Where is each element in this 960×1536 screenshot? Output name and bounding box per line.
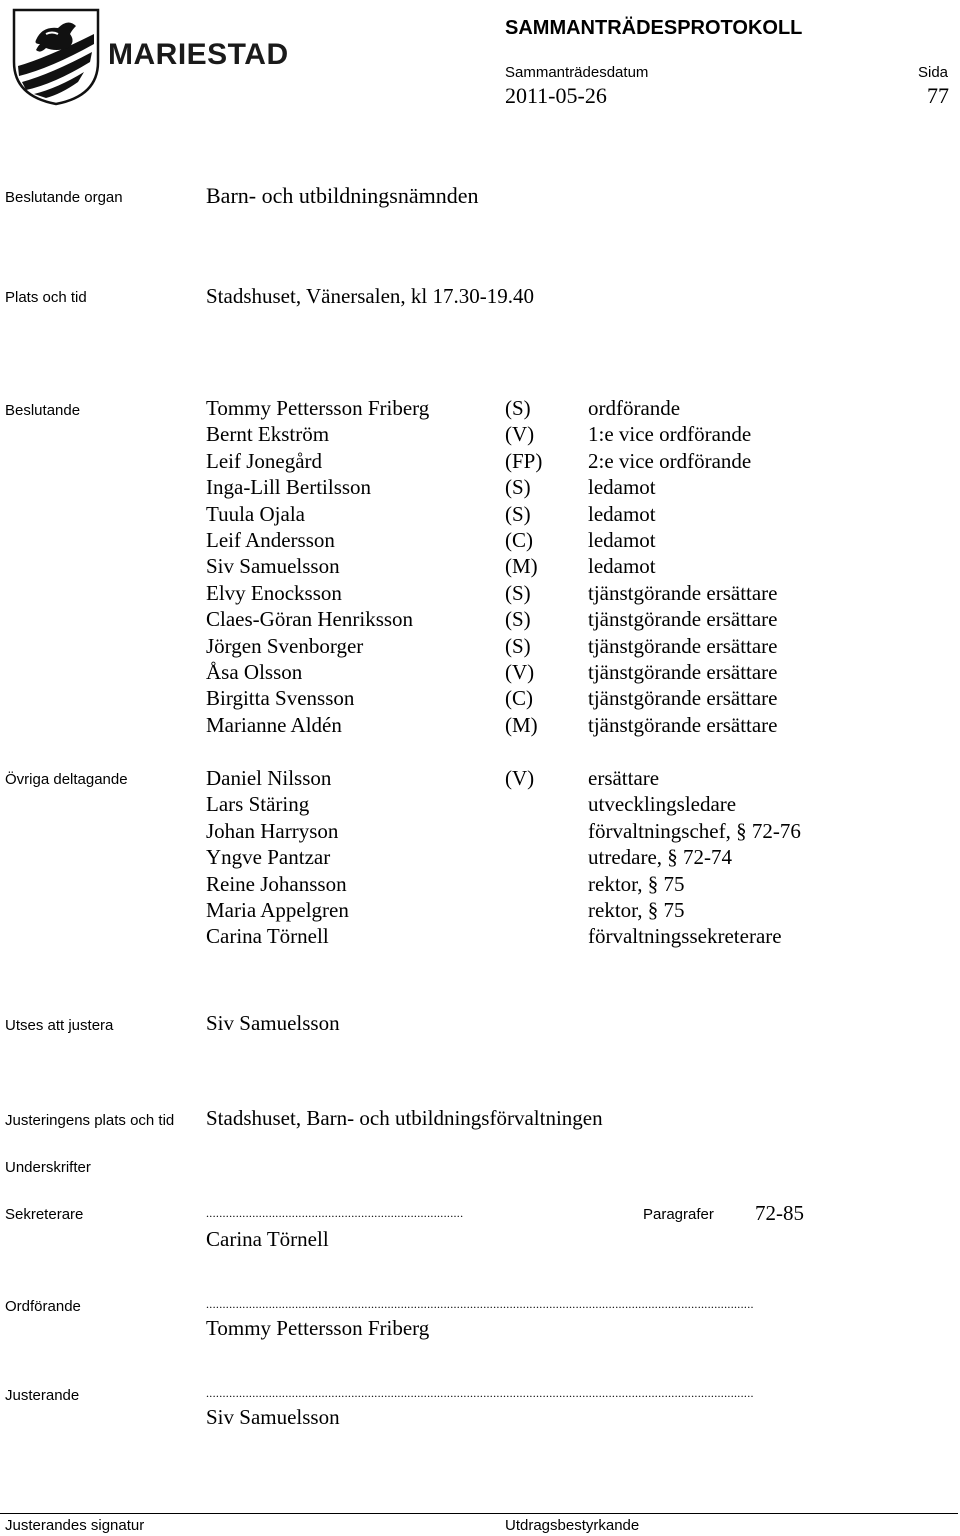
member-role: tjänstgörande ersättare (588, 660, 778, 684)
member-name: Elvy Enocksson (206, 580, 342, 605)
member-party: (V) (505, 422, 535, 447)
list-item (0, 396, 960, 422)
list-item (0, 845, 960, 871)
member-role: ordförande (588, 396, 681, 420)
member-role: tjänstgörande ersättare (588, 580, 778, 605)
page-label: Sida (918, 64, 949, 81)
member-name: Tommy Pettersson Friberg (206, 396, 430, 420)
list-item (0, 924, 960, 950)
list-item (0, 660, 960, 686)
member-role: utvecklingsledare (588, 792, 737, 817)
member-role: ledamot (588, 475, 656, 500)
member-role: förvaltningssekreterare (588, 924, 782, 949)
member-party: (V) (505, 766, 535, 790)
member-party: (S) (505, 396, 531, 420)
paragraphs-label: Paragrafer (643, 1206, 714, 1223)
member-party: (FP) (505, 448, 543, 473)
member-role: ledamot (588, 528, 656, 552)
member-name: Johan Harryson (206, 818, 339, 843)
footer-right-label: Utdragsbestyrkande (505, 1517, 640, 1534)
chair-signature-line: ...................................................................................................................................................................... (206, 1297, 754, 1311)
member-role: ledamot (588, 554, 656, 579)
member-name: Birgitta Svensson (206, 686, 355, 711)
list-item (0, 819, 960, 845)
meeting-date-label: Sammanträdesdatum (505, 64, 649, 81)
member-name: Bernt Ekström (206, 422, 330, 447)
chair-name: Tommy Pettersson Friberg (206, 1316, 430, 1340)
chair-label: Ordförande (5, 1298, 81, 1315)
member-name: Tuula Ojala (206, 501, 305, 526)
member-role: tjänstgörande ersättare (588, 607, 778, 632)
list-item (0, 792, 960, 818)
adjuster-sign-label: Justerande (5, 1387, 80, 1404)
member-name: Carina Törnell (206, 924, 329, 949)
member-name: Claes-Göran Henriksson (206, 607, 414, 632)
list-item (0, 766, 960, 792)
adjuster-signature-line: ...................................................................................................................................................................... (206, 1386, 754, 1400)
member-name: Jörgen Svenborger (206, 633, 364, 658)
member-party: (S) (505, 501, 531, 526)
others-label: Övriga deltagande (5, 771, 128, 788)
member-name: Åsa Olsson (206, 660, 303, 684)
member-name: Reine Johansson (206, 871, 347, 896)
member-name: Yngve Pantzar (206, 845, 331, 870)
member-party: (C) (505, 528, 533, 552)
member-role: rektor, § 75 (588, 871, 685, 896)
member-name: Inga-Lill Bertilsson (206, 475, 372, 500)
list-item (0, 422, 960, 448)
member-role: tjänstgörande ersättare (588, 633, 778, 658)
list-item (0, 449, 960, 475)
list-item (0, 634, 960, 660)
member-role: tjänstgörande ersättare (588, 686, 778, 711)
member-role: ersättare (588, 766, 660, 790)
place-label: Plats och tid (5, 289, 87, 306)
paragraphs-value: 72-85 (755, 1201, 804, 1225)
adjust-place-label: Justeringens plats och tid (5, 1112, 175, 1129)
list-item (0, 686, 960, 712)
member-party: (S) (505, 607, 531, 632)
list-item (0, 581, 960, 607)
signatures-label: Underskrifter (5, 1159, 91, 1176)
member-name: Leif Jonegård (206, 448, 323, 473)
deciding-label: Beslutande (5, 402, 81, 419)
list-item (0, 607, 960, 633)
member-name: Leif Andersson (206, 528, 335, 552)
organ-label: Beslutande organ (5, 189, 123, 206)
list-item (0, 898, 960, 924)
member-party: (M) (505, 554, 538, 579)
adjuster-label: Utses att justera (5, 1017, 114, 1034)
member-name: Siv Samuelsson (206, 554, 340, 579)
organ-value: Barn- och utbildningsnämnden (206, 183, 479, 208)
member-role: 2:e vice ordförande (588, 448, 752, 473)
member-name: Marianne Aldén (206, 712, 342, 737)
member-name: Daniel Nilsson (206, 766, 332, 790)
member-role: förvaltningschef, § 72-76 (588, 818, 801, 843)
brand-name: MARIESTAD (108, 38, 289, 71)
member-party: (V) (505, 660, 535, 684)
footer-left-label: Justerandes signatur (5, 1517, 145, 1534)
member-party: (M) (505, 712, 538, 737)
member-role: utredare, § 72-74 (588, 845, 733, 870)
member-name: Maria Appelgren (206, 898, 349, 922)
list-item (0, 528, 960, 554)
adjust-place-value: Stadshuset, Barn- och utbildningsförvaltningen (206, 1106, 603, 1130)
page-number: 77 (927, 83, 949, 108)
member-role: tjänstgörande ersättare (588, 712, 778, 737)
place-value: Stadshuset, Vänersalen, kl 17.30-19.40 (206, 284, 534, 308)
secretary-name: Carina Törnell (206, 1227, 329, 1251)
member-role: ledamot (588, 501, 656, 526)
list-item (0, 872, 960, 898)
member-party: (C) (505, 686, 533, 711)
member-role: 1:e vice ordförande (588, 422, 752, 447)
list-item (0, 475, 960, 501)
list-item (0, 502, 960, 528)
footer-divider (0, 1513, 958, 1514)
list-item (0, 713, 960, 739)
document-title: SAMMANTRÄDESPROTOKOLL (505, 17, 803, 39)
adjuster-sign-name: Siv Samuelsson (206, 1405, 340, 1429)
adjuster-value: Siv Samuelsson (206, 1011, 340, 1035)
member-party: (S) (505, 580, 531, 605)
secretary-signature-line: .............................................................................. (206, 1206, 464, 1220)
list-item (0, 554, 960, 580)
member-party: (S) (505, 633, 531, 658)
secretary-label: Sekreterare (5, 1206, 84, 1223)
municipal-coat-of-arms-icon (6, 4, 106, 108)
meeting-date-value: 2011-05-26 (505, 83, 607, 108)
member-role: rektor, § 75 (588, 898, 685, 922)
member-party: (S) (505, 475, 531, 500)
member-name: Lars Stäring (206, 792, 310, 817)
